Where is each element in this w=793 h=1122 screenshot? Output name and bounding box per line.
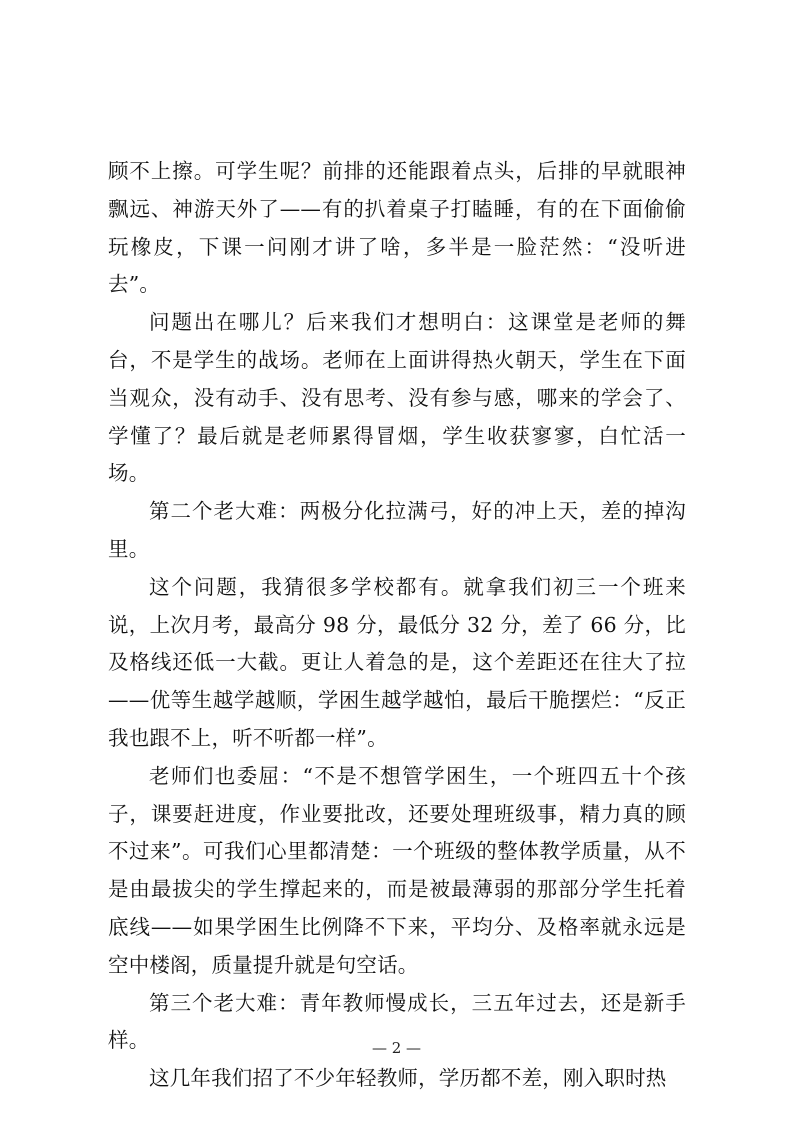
paragraph-continued: 顾不上擦。可学生呢？前排的还能跟着点头，后排的早就眼神飘远、神游天外了——有的扒着桌子打瞌睡，有的在下面偷偷玩橡皮，下课一问刚才讲了啥，多半是一脸茫然：“没听进去”。 xyxy=(108,159,686,297)
paragraph: 这几年我们招了不少年轻教师，学历都不差，刚入职时热 xyxy=(149,1066,667,1091)
page-number: — 2 — xyxy=(371,1039,422,1057)
document-body xyxy=(108,153,686,1098)
paragraph: 问题出在哪儿？后来我们才想明白：这课堂是老师的舞台，不是学生的战场。老师在上面讲得热火朝天，学生在下面当观众，没有动手、没有思考、没有参与感，哪来的学会了、学懂了？最后就是老师累得冒烟，学生收获寥寥，白忙活一场。 xyxy=(108,310,686,486)
paragraph: 老师们也委屈：“不是不想管学困生，一个班四五十个孩子，课要赶进度，作业要批改，还要处理班级事，精力真的顾不过来”。可我们心里都清楚：一个班级的整体教学质量，从不是由最拔尖的学生撑起来的，而是被最薄弱的那部分学生托着底线——如果学困生比例降不下来，平均分、及格率就永远是空中楼阁，质量提升就是句空话。 xyxy=(108,763,686,977)
section-heading-paragraph: 第二个老大难：两极分化拉满弓，好的冲上天，差的掉沟里。 xyxy=(108,499,686,561)
section-heading-paragraph: 第三个老大难：青年教师慢成长，三五年过去，还是新手样。 xyxy=(108,990,686,1053)
paragraph: 这个问题，我猜很多学校都有。就拿我们初三一个班来说，上次月考，最高分 98 分，最低分 32 分，差了 66 分，比及格线还低一大截。更让人着急的是，这个差距还在往大了拉——优等生越学越顺，学困生越学越怕，最后干脆摆烂：“反正我也跟不上，听不听都一样”。 xyxy=(108,574,686,750)
